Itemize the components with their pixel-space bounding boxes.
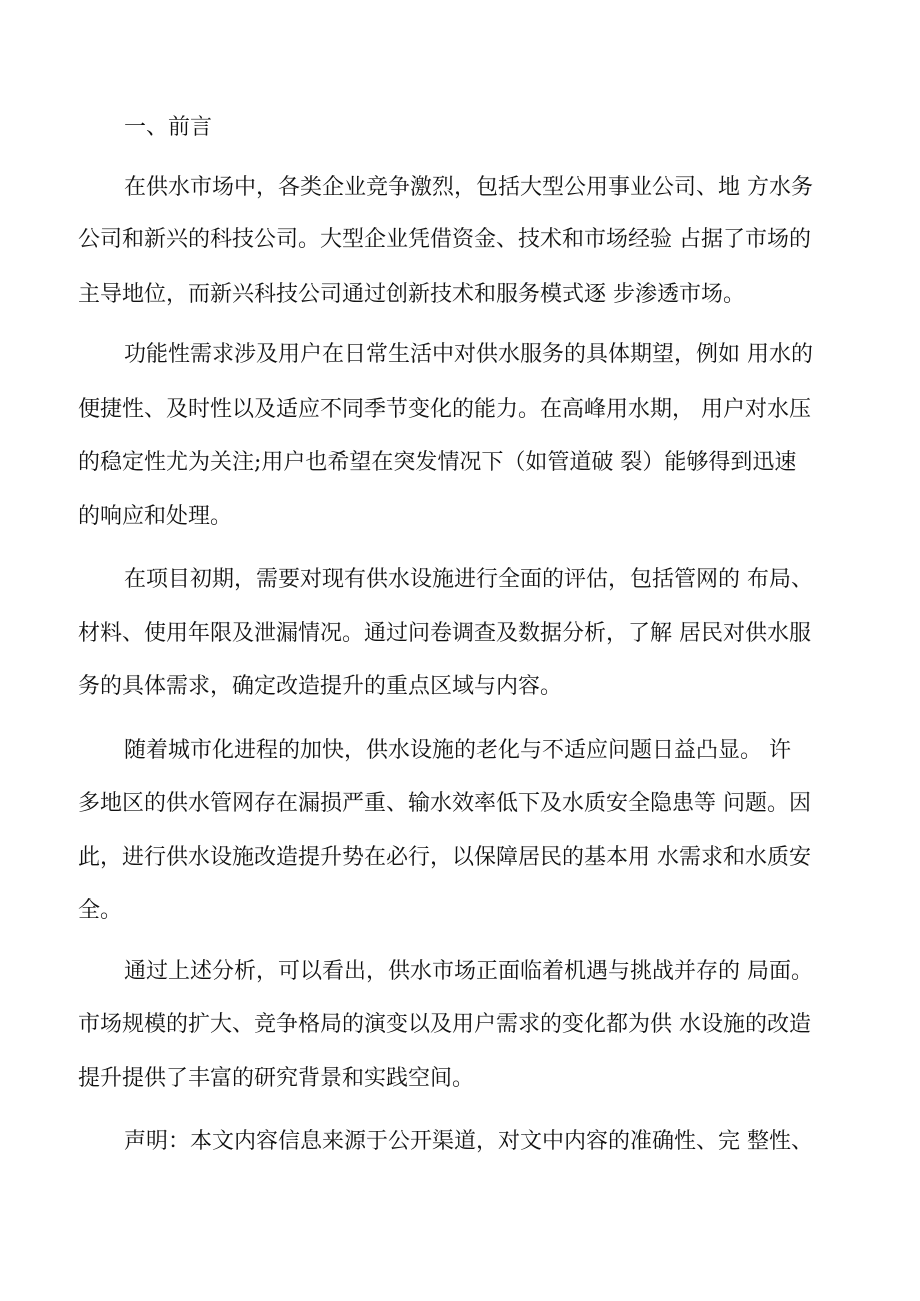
paragraph-5-line-3: 提升提供了丰富的研究背景和实践空间。 xyxy=(78,1066,475,1091)
paragraph-4-line-3: 此，进行供水设施改造提升势在必行，以保障居民的基本用 水需求和水质安 xyxy=(78,845,811,870)
paragraph-1-line-1: 在供水市场中，各类企业竞争激烈，包括大型公用事业公司、地 方水务 xyxy=(124,175,813,200)
paragraph-1-line-2: 公司和新兴的科技公司。大型企业凭借资金、技术和市场经验 占据了市场的 xyxy=(78,227,811,252)
paragraph-5-line-1: 通过上述分析，可以看出，供水市场正面临着机遇与挑战并存的 局面。 xyxy=(124,959,813,984)
paragraph-4-line-2: 多地区的供水管网存在漏损严重、输水效率低下及水质安全隐患等 问题。因 xyxy=(78,791,811,816)
paragraph-4-line-4: 全。 xyxy=(78,898,123,923)
paragraph-2-line-3: 的稳定性尤为关注;用户也希望在突发情况下（如管道破 裂）能够得到迅速 xyxy=(78,450,797,475)
section-heading: 一、前言 xyxy=(124,115,213,140)
paragraph-2-line-4: 的响应和处理。 xyxy=(78,504,233,529)
paragraph-3-line-3: 务的具体需求，确定改造提升的重点区域与内容。 xyxy=(78,674,563,699)
paragraph-2-line-2: 便捷性、及时性以及适应不同季节变化的能力。在高峰用水期， 用户对水压 xyxy=(78,397,811,422)
paragraph-1-line-3: 主导地位，而新兴科技公司通过创新技术和服务模式逐 步渗透市场。 xyxy=(78,282,745,307)
paragraph-6-line-1: 声明：本文内容信息来源于公开渠道，对文中内容的准确性、完 整性、 xyxy=(124,1129,813,1154)
paragraph-4-line-1: 随着城市化进程的加快，供水设施的老化与不适应问题日益凸显。 许 xyxy=(124,738,791,763)
paragraph-2-line-1: 功能性需求涉及用户在日常生活中对供水服务的具体期望，例如 用水的 xyxy=(124,342,813,367)
paragraph-3-line-2: 材料、使用年限及泄漏情况。通过问卷调查及数据分析，了解 居民对供水服 xyxy=(78,621,811,646)
paragraph-3-line-1: 在项目初期，需要对现有供水设施进行全面的评估，包括管网的 布局、 xyxy=(124,567,813,592)
paragraph-5-line-2: 市场规模的扩大、竞争格局的演变以及用户需求的变化都为供 水设施的改造 xyxy=(78,1012,811,1037)
